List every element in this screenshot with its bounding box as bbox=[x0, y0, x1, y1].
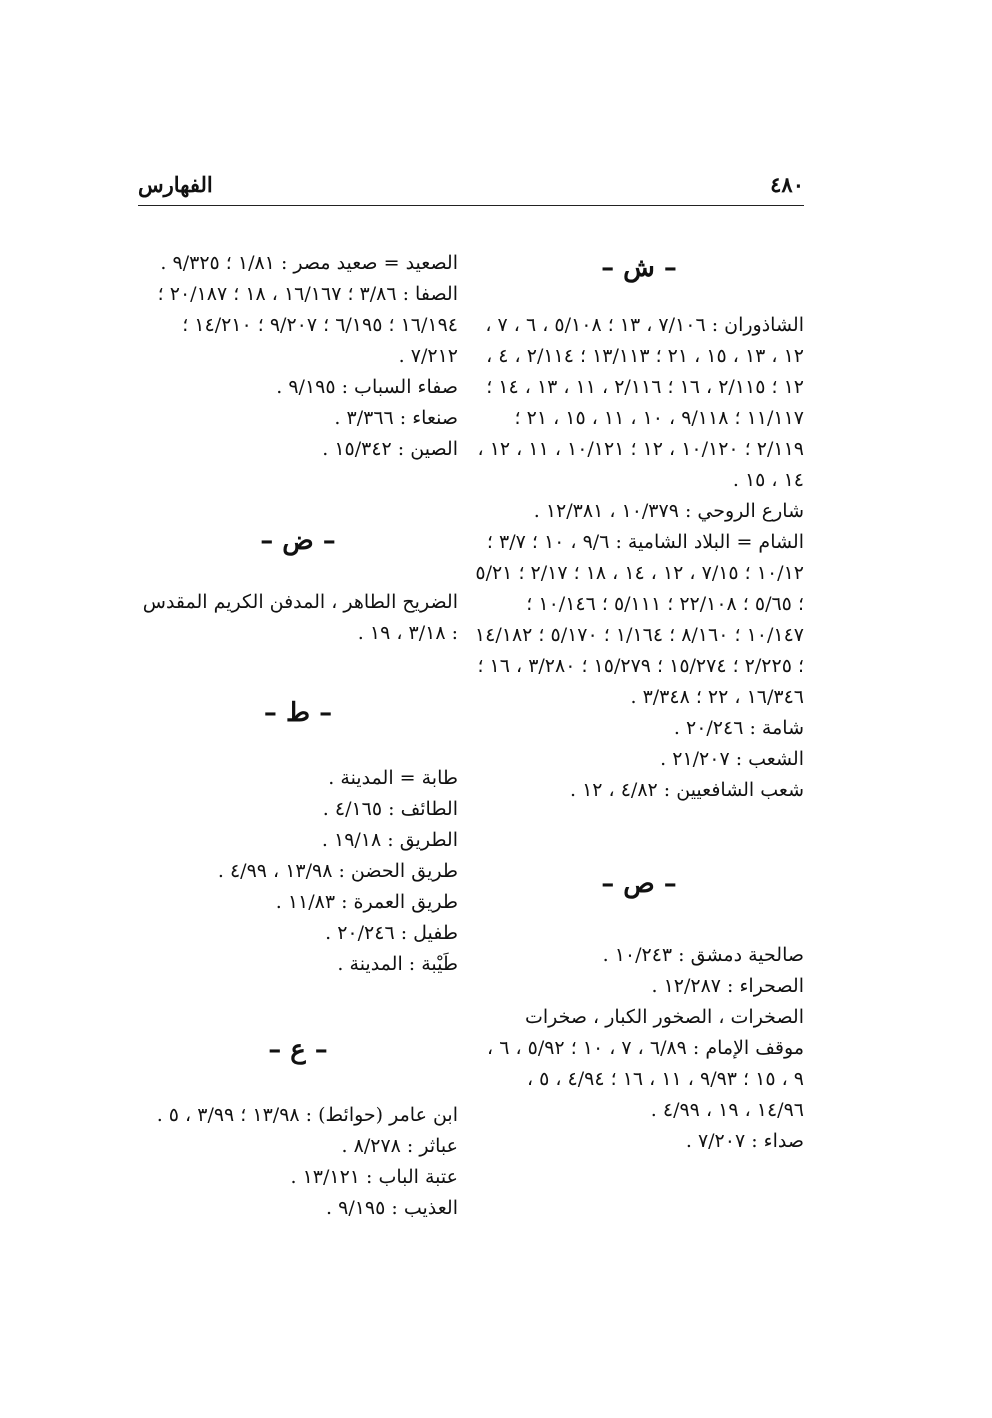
index-entry: ابن عامر (حوائط) : ١٣/٩٨ ؛ ٣/٩٩ ، ٥ . bbox=[156, 1104, 458, 1126]
index-entry: صالحية دمشق : ١٠/٢٤٣ . bbox=[602, 944, 804, 966]
index-entry: الشام = البلاد الشامية : ٩/٦ ، ١٠ ؛ ٣/٧ ؛ ١٠/١٢ ؛ ٧/١٥ ، ١٢ ، ١٤ ، ١٨ ؛ ٢/١٧ ؛ ٥/٢١ ؛ ٥/٦٥ ؛ ٢٢/١٠٨ ؛ ٥/١١١ ؛ ١٠/١٤٦ ؛ ١٠/١٤٧ ؛ ٨/١٦٠ ؛ ١/١٦٤ ؛ ٥/١٧٠ ؛ ١٤/١٨٢ ؛ ٢/٢٢٥ ؛ ١٥/٢٧٤ ؛ ١٥/٢٧٩ ؛ ٣/٢٨٠ ، ١٦ ؛ ١٦/٣٤٦ ، ٢٢ ؛ ٣/٣٤٨ . bbox=[474, 531, 804, 708]
left-column bbox=[138, 248, 458, 1224]
index-entry: الطائف : ٤/١٦٥ . bbox=[322, 798, 458, 820]
right-column bbox=[474, 248, 804, 1157]
header-rule bbox=[138, 205, 804, 206]
index-entry: صداء : ٧/٢٠٧ . bbox=[685, 1130, 804, 1152]
index-entry: الصفا : ٣/٨٦ ؛ ١٦/١٦٧ ، ١٨ ؛ ٢٠/١٨٧ ؛ ١٦/١٩٤ ؛ ٦/١٩٥ ؛ ٩/٢٠٧ ؛ ١٤/٢١٠ ؛ ٧/٢١٢ . bbox=[157, 283, 458, 367]
index-entry: الشعب : ٢١/٢٠٧ . bbox=[660, 748, 804, 770]
running-title: الفهارس bbox=[138, 172, 213, 197]
index-entry: الشاذوران : ٧/١٠٦ ، ١٣ ؛ ٥/١٠٨ ، ٦ ، ٧ ، ١٢ ، ١٣ ، ١٥ ، ٢١ ؛ ١٣/١١٣ ؛ ٢/١١٤ ، ٤ ، ١٢ ؛ ٢/١١٥ ، ١٦ ؛ ٢/١١٦ ، ١١ ، ١٣ ، ١٤ ؛ ١١/١١٧ ؛ ٩/١١٨ ، ١٠ ، ١١ ، ١٥ ، ٢١ ؛ ٢/١١٩ ؛ ١٠/١٢٠ ، ١٢ ؛ ١٠/١٢١ ، ١١ ، ١٢ ، ١٤ ، ١٥ . bbox=[477, 314, 804, 491]
section-heading-ain: – ع – bbox=[268, 1035, 328, 1065]
index-entry: شامة : ٢٠/٢٤٦ . bbox=[673, 717, 804, 739]
index-entry: الضريح الطاهر ، المدفن الكريم المقدس : ٣/١٨ ، ١٩ . bbox=[142, 591, 458, 644]
index-entry: الصين : ١٥/٣٤٢ . bbox=[322, 438, 458, 460]
index-entry: الصخرات ، الصخور الكبار ، صخرات موقف الإمام : ٦/٨٩ ، ٧ ، ١٠ ؛ ٥/٩٢ ، ٦ ، ٩ ، ١٥ ؛ ٩/٩٣ ، ١١ ، ١٦ ؛ ٤/٩٤ ، ٥ ، ١٤/٩٦ ، ١٩ ، ٤/٩٩ . bbox=[487, 1006, 804, 1121]
section-heading-sad: – ص – bbox=[601, 869, 677, 899]
index-entry: طَيْبة : المدينة . bbox=[337, 953, 458, 975]
index-entry: الطريق : ١٩/١٨ . bbox=[321, 829, 458, 851]
index-entry: صنعاء : ٣/٣٦٦ . bbox=[334, 407, 458, 429]
index-entry: شعب الشافعيين : ٤/٨٢ ، ١٢ . bbox=[569, 779, 804, 801]
index-entry: الصعيد = صعيد مصر : ١/٨١ ؛ ٩/٣٢٥ . bbox=[160, 252, 458, 274]
section-heading-ta: – ط – bbox=[263, 698, 333, 728]
index-entry: شارع الروحي : ١٠/٣٧٩ ، ١٢/٣٨١ . bbox=[533, 500, 804, 522]
index-entry: طريق العمرة : ١١/٨٣ . bbox=[275, 891, 458, 913]
index-entry: طفيل : ٢٠/٢٤٦ . bbox=[325, 922, 458, 944]
page-header bbox=[138, 168, 804, 204]
page-number: ٤٨٠ bbox=[770, 172, 804, 197]
index-entry: عتبة الباب : ١٣/١٢١ . bbox=[290, 1166, 458, 1188]
section-heading-dad: – ض – bbox=[260, 526, 336, 556]
index-entry: الصحراء : ١٢/٢٨٧ . bbox=[651, 975, 804, 997]
index-entry: صفاء السباب : ٩/١٩٥ . bbox=[276, 376, 458, 398]
index-entry: طابة = المدينة . bbox=[328, 767, 458, 789]
index-entry: العذيب : ٩/١٩٥ . bbox=[326, 1197, 458, 1219]
section-heading-shin: – ش – bbox=[601, 253, 677, 283]
index-entry: طريق الحضن : ١٣/٩٨ ، ٤/٩٩ . bbox=[217, 860, 458, 882]
index-entry: عباثر : ٨/٢٧٨ . bbox=[341, 1135, 458, 1157]
